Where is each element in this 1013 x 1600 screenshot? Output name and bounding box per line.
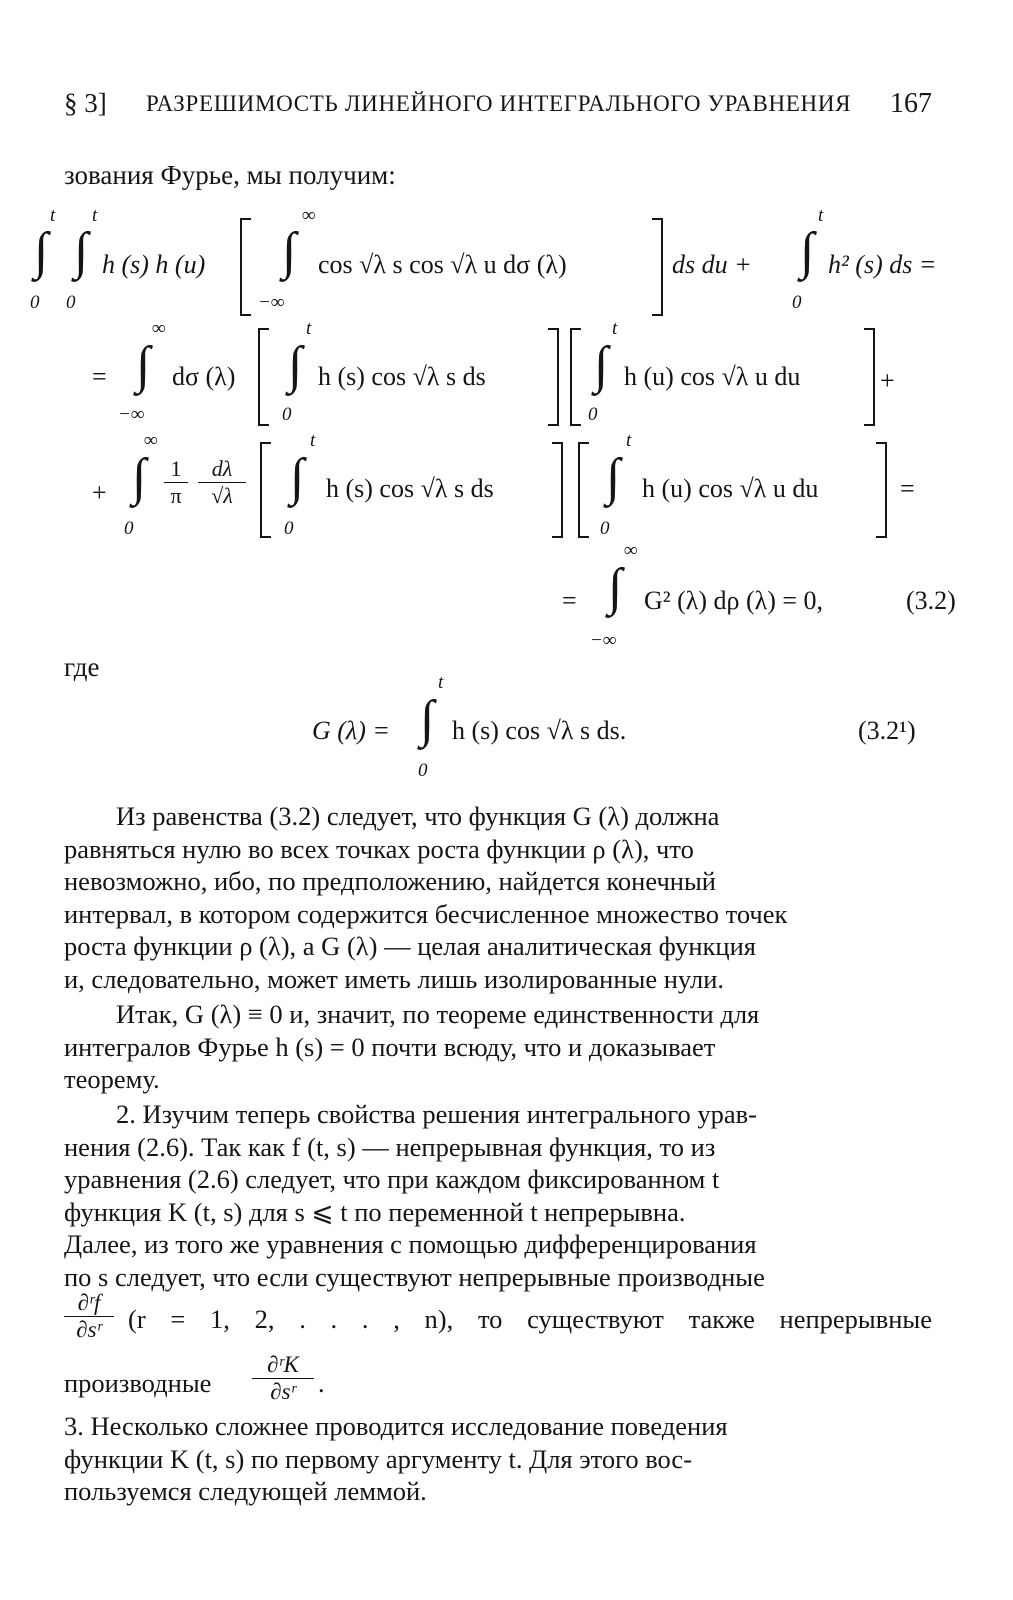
integral-sign: ∫ [74,223,89,280]
running-header [64,88,932,128]
paragraph-4: 3. Несколько сложнее проводится исследование поведения функции K (t, s) по первому аргументу t. Для этого вос- пользуемся следующей леммой. [64,1411,728,1506]
integral-sign: ∫ [132,449,147,506]
paragraph-1: Из равенства (3.2) следует, что функция G (λ) должна равняться нулю во всех точках роста функции ρ (λ), что невозможно, ибо, по предположению, найдется конечный интервал, в котором содержится бесчисленное множество точек роста функции ρ (λ), а G (λ) — целая аналитическая функция и, следовательно, может иметь лишь изолированные нули. [64,801,788,994]
lower-limit: −∞ [590,630,617,651]
upper-limit: ∞ [624,540,638,561]
equation-number: (3.2) [906,586,956,615]
lower-limit: 0 [418,760,428,781]
bracket-content: cos √λ s cos √λ u dσ (λ) [318,250,567,279]
derivative-f [64,1290,114,1343]
numerator: 1 [170,456,182,481]
second-integrand: h (u) cos √λ u du [624,362,801,391]
lower-limit: −∞ [118,404,145,425]
g-squared-integrand: G² (λ) dρ (λ) = 0, [644,586,824,615]
upper-limit: t [626,430,632,451]
upper-limit: t [612,318,618,339]
denominator: π [164,482,188,509]
upper-limit: ∞ [152,318,166,339]
left-bracket [258,328,269,426]
plus-sign: + [92,478,107,507]
denominator: ∂sʳ [64,1316,114,1343]
integral-sign: ∫ [606,449,621,506]
lower-limit: −∞ [258,292,285,313]
differentials: ds du + [672,250,752,279]
left-bracket [240,218,251,316]
plus-sign: + [880,366,895,395]
upper-limit: ∞ [144,430,158,451]
fraction-one-over-pi [164,456,188,509]
right-bracket [876,442,887,538]
paragraph-3: 2. Изучим теперь свойства решения интегрального урав- нения (2.6). Так как f (t, s) — непрерывная функция, то из уравнения (2.6) следует, что при каждом фиксированном t функция K (t, s) для s ⩽ t по переменной t непрерывна. Далее, из того же уравнения с помощью дифференцирования по s следует, что если существуют непрерывные производные [64,1099,765,1292]
measure: dσ (λ) [172,362,236,391]
equals-sign: = [92,362,107,391]
derivatives-word: производные [64,1368,212,1398]
second-integrand: h (u) cos √λ u du [642,474,819,503]
integrand: h (s) h (u) [102,250,206,279]
equation-number: (3.2¹) [858,716,916,745]
right-bracket [552,442,563,538]
left-bracket [570,328,581,426]
integral-sign: ∫ [420,691,435,748]
sentence-end: . [318,1368,325,1398]
lower-limit: 0 [66,292,76,313]
equals-sign: = [562,586,577,615]
upper-limit: t [306,318,312,339]
lower-limit: 0 [588,404,598,425]
g-lambda-body: h (s) cos √λ s ds. [452,716,627,745]
lower-limit: 0 [284,518,294,539]
lower-limit: 0 [124,518,134,539]
where-word: где [64,652,100,682]
equals-sign: = [900,474,915,503]
first-integrand: h (s) cos √λ s ds [318,362,486,391]
upper-limit: t [310,430,316,451]
left-bracket [260,442,271,538]
first-integrand: h (s) cos √λ s ds [326,474,494,503]
integral-sign: ∫ [136,337,151,394]
derivative-k [252,1352,314,1405]
g-lambda-lhs: G (λ) = [312,716,390,745]
integral-sign: ∫ [608,559,623,616]
section-marker: § 3] [64,88,107,118]
integral-sign: ∫ [288,337,303,394]
page-number: 167 [890,88,932,119]
numerator: ∂ʳK [267,1352,299,1377]
right-bracket [548,328,559,426]
right-bracket [864,328,875,426]
lower-limit: 0 [792,292,802,313]
running-title: РАЗРЕШИМОСТЬ ЛИНЕЙНОГО ИНТЕГРАЛЬНОГО УРАВНЕНИЯ [146,91,852,116]
lower-limit: 0 [600,518,610,539]
upper-limit: ∞ [302,205,316,226]
integral-sign: ∫ [34,223,49,280]
denominator: ∂sʳ [252,1378,314,1405]
upper-limit: t [438,672,444,693]
lower-limit: 0 [282,404,292,425]
right-bracket [652,218,663,316]
integral-sign: ∫ [800,223,815,280]
integral-sign: ∫ [290,449,305,506]
numerator: ∂ʳf [77,1290,101,1315]
last-term: h² (s) ds = [828,250,937,279]
numerator: dλ [211,456,233,481]
fraction-dlambda [198,456,246,509]
upper-limit: t [50,205,56,226]
left-bracket [578,442,589,538]
upper-limit: t [92,205,98,226]
paragraph-2: Итак, G (λ) ≡ 0 и, значит, по теореме единственности для интегралов Фурье h (s) = 0 почти всюду, что и доказывает теорему. [64,999,760,1094]
derivative-range-text: (r = 1, 2, . . . , n), то существуют также непрерывные [128,1304,932,1334]
lower-limit: 0 [30,292,40,313]
intro-line: зования Фурье, мы получим: [64,160,396,190]
denominator: √λ [198,482,246,509]
integral-sign: ∫ [594,337,609,394]
upper-limit: t [818,205,824,226]
integral-sign: ∫ [282,223,297,280]
